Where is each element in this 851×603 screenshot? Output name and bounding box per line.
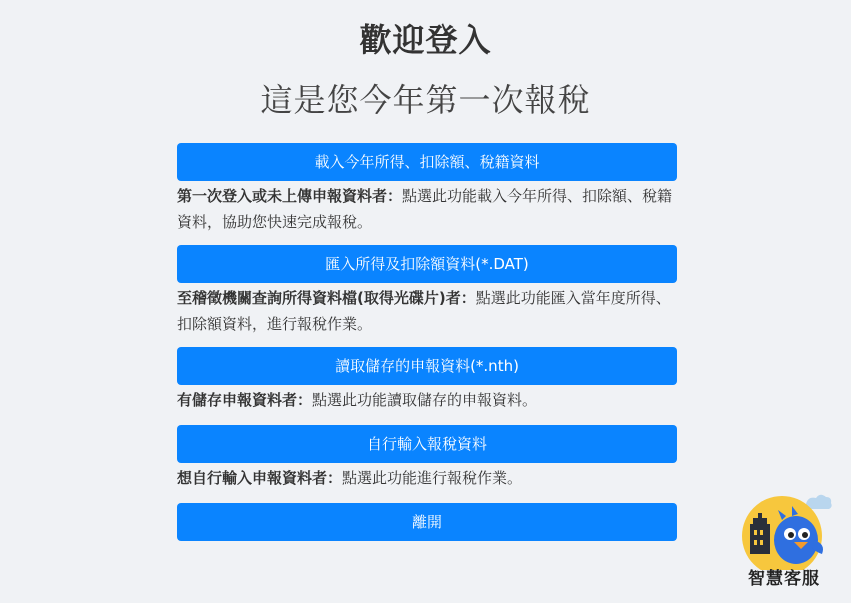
- import-dat-button[interactable]: 匯入所得及扣除額資料(*.DAT): [177, 245, 677, 283]
- smart-assistant-widget[interactable]: [734, 490, 834, 595]
- exit-button[interactable]: 離開: [177, 503, 677, 541]
- read-saved-nth-button[interactable]: 讀取儲存的申報資料(*.nth): [177, 347, 677, 385]
- option-read-nth: [177, 347, 677, 413]
- read-saved-nth-description: 有儲存申報資料者：點選此功能讀取儲存的申報資料。: [177, 391, 538, 409]
- option-import-dat: [177, 245, 677, 337]
- page-subtitle: 這是您今年第一次報稅: [260, 81, 591, 119]
- load-tax-data-description: 第一次登入或未上傳申報資料者：點選此功能載入今年所得、扣除額、稅籍資料，協助您快速完成報稅。: [177, 187, 673, 231]
- chatbot-mascot-icon: [734, 490, 834, 570]
- import-dat-description: 至稽徵機關查詢所得資料檔(取得光碟片)者：點選此功能匯入當年度所得、扣除額資料，進行報稅作業。: [177, 289, 671, 333]
- option-manual-input: [177, 425, 677, 491]
- welcome-title: 歡迎登入: [359, 21, 492, 59]
- option-exit: [177, 503, 677, 541]
- option-load-data: [177, 143, 677, 235]
- manual-input-button[interactable]: 自行輸入報稅資料: [177, 425, 677, 463]
- manual-input-description: 想自行輸入申報資料者：點選此功能進行報稅作業。: [177, 469, 523, 487]
- smart-assistant-label: 智慧客服: [748, 569, 820, 589]
- load-tax-data-button[interactable]: 載入今年所得、扣除額、稅籍資料: [177, 143, 677, 181]
